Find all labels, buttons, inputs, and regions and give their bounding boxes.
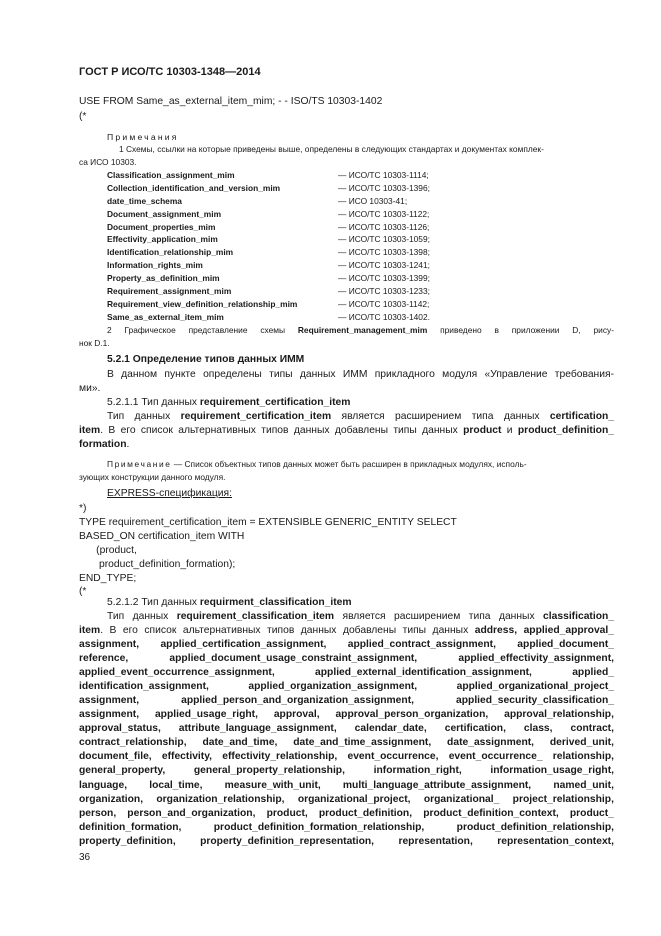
type-name: assignment,: [79, 709, 140, 721]
schema-document-ref: — ИСО/ТС 10303-1233;: [338, 286, 430, 297]
schema-name: Collection_identification_and_version_mim: [107, 182, 281, 193]
notes-title: Примечания: [107, 132, 179, 142]
schema-reference-row: [107, 247, 467, 260]
type-name: organizational_: [423, 793, 500, 805]
schema-name: Document_properties_mim: [107, 221, 216, 232]
express-code-line: product_definition_formation);: [79, 559, 236, 570]
type-name: reference,: [79, 653, 129, 665]
type-name: applied_certification_assignment,: [160, 639, 327, 650]
type-name: class,: [523, 723, 553, 735]
type-name: applied_effectivity_assignment,: [458, 653, 614, 665]
type-name: applied_person_and_organization_assignment,: [181, 695, 414, 707]
type-name: date_and_time,: [202, 737, 278, 749]
schema-reference-row: [107, 222, 467, 235]
schema-name: Document_assignment_mim: [107, 208, 222, 219]
type-list-line: [79, 780, 614, 794]
section-5-2-1-para-line-2: ми».: [79, 383, 101, 394]
section-5-2-1-1-line-3: formation.: [79, 439, 130, 450]
page-number: 36: [79, 852, 91, 863]
schema-name: Effectivity_application_mim: [107, 234, 218, 245]
type-name: product_: [569, 807, 614, 819]
type-name: effectivity,: [161, 751, 213, 763]
type-name: approval,: [273, 709, 320, 721]
type-list-line: [79, 653, 614, 667]
schema-name: Identification_relationship_mim: [107, 247, 234, 258]
schema-document-ref: — ИСО/ТС 10303-1399;: [338, 273, 430, 284]
type-name: person,: [79, 807, 117, 819]
type-name: contract,: [570, 723, 614, 735]
comment-open: (*: [79, 111, 87, 122]
type-name: applied_organization_assignment,: [248, 681, 418, 693]
express-code-line: *): [79, 503, 87, 514]
schema-document-ref: — ИСО/ТС 10303-1142;: [338, 298, 430, 309]
type-list-line: [79, 639, 614, 653]
type-name: product_definition_context,: [423, 807, 559, 819]
type-name: date_assignment,: [447, 737, 535, 749]
type-name: product_definition_formation_relationship,: [213, 821, 425, 833]
schema-document-ref: — ИСО/ТС 10303-1122;: [338, 208, 430, 219]
section-5-2-1-para-line-1: В данном пункте определены типы данных ИММ прикладного модуля «Управление требования-: [107, 369, 614, 380]
type-list-line: [79, 836, 614, 850]
type-name: applied_: [572, 667, 614, 679]
type-name: local_time,: [149, 779, 203, 791]
type-list-line: [79, 808, 614, 822]
schema-reference-row: [107, 209, 467, 222]
type-name: approval_relationship,: [504, 709, 614, 721]
schema-reference-row: [107, 183, 467, 196]
type-name: information_right,: [373, 765, 462, 777]
schema-document-ref: — ИСО/ТС 10303-1126;: [338, 221, 430, 232]
note-5-2-1-1-line-1: Примечание — Список объектных типов данных может быть расширен в прикладных модулях, исполь-: [107, 459, 527, 469]
section-5-2-1-1-line-2: item. В его список альтернативных типов данных добавлены типы данных product и product_definition_: [79, 425, 614, 436]
type-name: effectivity_relationship,: [222, 751, 338, 763]
type-name: organizational_project,: [297, 793, 411, 805]
section-5-2-1-1-line-1: Тип данных requirement_certification_item является расширением типа данных certification_: [107, 411, 614, 422]
note-1-line-2: са ИСО 10303.: [79, 157, 137, 167]
type-name: certification,: [444, 723, 506, 735]
use-from-statement: USE FROM Same_as_external_item_mim; - - ISO/TS 10303-1402: [79, 96, 383, 107]
type-name: organization_relationship,: [156, 793, 285, 805]
type-list-line: [79, 765, 614, 779]
type-name: representation,: [398, 835, 473, 847]
schema-document-ref: — ИСО/ТС 10303-1114;: [338, 170, 429, 180]
type-name: multi_language_attribute_assignment,: [342, 779, 532, 791]
section-5-2-1-2-heading: 5.2.1.2 Тип данных requirment_classification_item: [107, 597, 352, 608]
express-code-line: (*: [79, 586, 87, 597]
schema-reference-row: [107, 170, 467, 183]
schema-name: Classification_assignment_mim: [107, 170, 235, 180]
express-code-line: (product,: [79, 545, 137, 556]
type-list-line: [79, 751, 614, 765]
type-name: project_relationship,: [512, 793, 614, 805]
express-specification-label: EXPRESS-спецификация:: [107, 488, 232, 499]
type-name: product_definition_relationship,: [456, 821, 614, 833]
type-name: representation_context,: [497, 835, 614, 847]
type-list-line: [79, 681, 614, 695]
type-name: calendar_date,: [354, 723, 427, 735]
schema-reference-row: [107, 196, 467, 209]
type-name: date_and_time_assignment,: [293, 737, 432, 749]
schema-document-ref: — ИСО 10303-41;: [338, 195, 408, 206]
schema-name: Requirement_assignment_mim: [107, 286, 232, 297]
type-list-line: [79, 794, 614, 808]
schema-reference-row: [107, 273, 467, 286]
type-name: person_and_organization,: [127, 807, 256, 819]
schema-document-ref: — ИСО/ТС 10303-1402.: [338, 311, 430, 322]
type-name: organization,: [79, 793, 144, 805]
note-1-line-1: 1 Схемы, ссылки на которые приведены выше, определены в следующих стандартах и документах комплек-: [119, 144, 544, 154]
type-name: definition_formation,: [79, 821, 182, 833]
schema-reference-row: [107, 234, 467, 247]
section-5-2-1-2-line-1: Тип данных requirement_classification_item является расширением типа данных classification_: [107, 611, 615, 622]
type-list-line: [79, 737, 614, 751]
schema-name: Same_as_external_item_mim: [107, 311, 224, 322]
type-name: attribute_language_assignment,: [178, 723, 337, 735]
type-name: event_occurrence,: [347, 751, 439, 763]
express-code-line: TYPE requirement_certification_item = EXTENSIBLE GENERIC_ENTITY SELECT: [79, 517, 457, 528]
type-name: identification_assignment,: [79, 681, 209, 693]
schema-document-ref: — ИСО/ТС 10303-1398;: [338, 247, 430, 258]
schema-name: Requirement_view_definition_relationship_mim: [107, 298, 298, 309]
express-code-line: END_TYPE;: [79, 573, 137, 584]
schema-reference-row: [107, 312, 467, 325]
schema-name: date_time_schema: [107, 195, 182, 206]
type-name: property_definition,: [79, 835, 176, 847]
section-5-2-1-2-line-2: item. В его список альтернативных типов данных добавлены типы данных address, applied_approval_: [79, 625, 614, 636]
type-name: document_file,: [79, 751, 152, 763]
type-name: general_property_relationship,: [193, 765, 345, 777]
schema-reference-row: [107, 286, 467, 299]
section-5-2-1-1-heading: 5.2.1.1 Тип данных requirement_certification_item: [107, 397, 351, 408]
type-list-line: [79, 667, 614, 681]
note-2-line-2: нок D.1.: [79, 338, 110, 348]
schema-name: Information_rights_mim: [107, 260, 203, 271]
type-list-line: [79, 723, 614, 737]
type-name: applied_external_identification_assignment,: [315, 667, 532, 679]
schema-name: Property_as_definition_mim: [107, 273, 220, 284]
standard-header: ГОСТ Р ИСО/ТС 10303-1348—2014: [79, 66, 261, 78]
type-name: applied_contract_assignment,: [347, 639, 496, 650]
type-name: approval_person_organization,: [335, 709, 489, 721]
type-name: relationship,: [552, 751, 614, 763]
schema-reference-list: [107, 170, 467, 325]
type-list-line: [79, 709, 614, 723]
type-name: general_property,: [79, 765, 166, 777]
schema-document-ref: — ИСО/ТС 10303-1396;: [338, 182, 430, 193]
type-name: event_occurrence_: [448, 751, 543, 763]
type-name: applied_document_: [517, 639, 614, 650]
type-name: applied_document_usage_constraint_assignment,: [169, 653, 418, 665]
type-name: derived_unit,: [549, 737, 614, 749]
type-name: named_unit,: [553, 779, 614, 791]
express-code-line: BASED_ON certification_item WITH: [79, 531, 245, 542]
type-name: assignment,: [79, 639, 140, 650]
type-name: applied_event_occurrence_assignment,: [79, 667, 275, 679]
type-name: applied_usage_right,: [154, 709, 258, 721]
note-5-2-1-1-line-2: зующих конструкции данного модуля.: [79, 472, 226, 482]
type-name: assignment,: [79, 695, 140, 707]
type-name: measure_with_unit,: [224, 779, 321, 791]
type-name: product_definition,: [318, 807, 413, 819]
type-name: information_usage_right,: [490, 765, 614, 777]
schema-reference-row: [107, 260, 467, 273]
type-name: property_definition_representation,: [200, 835, 375, 847]
note-2-line-1: 2 Графическое представление схемы Requirement_management_mim приведено в приложении D, рису-: [107, 325, 614, 335]
type-name: approval_status,: [79, 723, 161, 735]
section-5-2-1-heading: 5.2.1 Определение типов данных ИММ: [107, 354, 305, 365]
type-name: applied_organizational_project_: [456, 681, 614, 693]
schema-document-ref: — ИСО/ТС 10303-1059;: [338, 234, 430, 245]
schema-reference-row: [107, 299, 467, 312]
type-name: language,: [79, 779, 128, 791]
type-name: applied_security_classification_: [456, 695, 614, 707]
type-name: contract_relationship,: [79, 737, 187, 749]
type-list-line: [79, 822, 614, 836]
schema-document-ref: — ИСО/ТС 10303-1241;: [338, 260, 430, 271]
type-name: product,: [266, 807, 308, 819]
type-list-line: [79, 695, 614, 709]
